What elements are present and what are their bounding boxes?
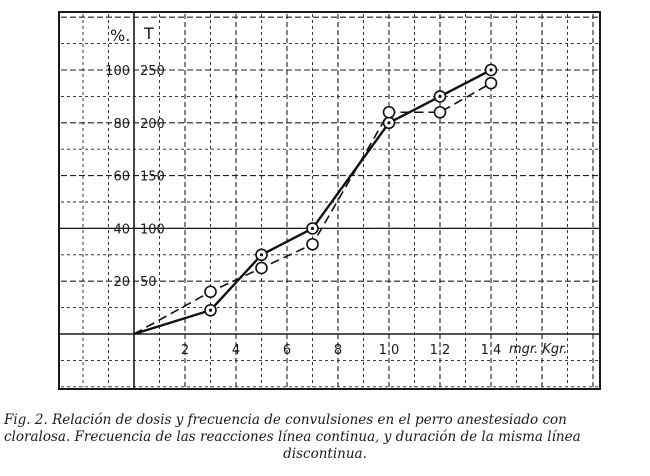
data-point-center xyxy=(311,227,314,230)
x-tick-label: 8 xyxy=(333,343,343,358)
right-tick-label: 200 xyxy=(140,116,165,132)
left-tick-label: 100 xyxy=(105,64,130,79)
right-tick-label: 100 xyxy=(140,222,165,238)
x-tick-label: 1 0 xyxy=(378,343,400,358)
data-point-center xyxy=(489,68,492,71)
data-point-center xyxy=(387,121,390,124)
x-unit-label: mgr. Kgr. xyxy=(509,342,568,357)
right-tick-label: 150 xyxy=(140,169,165,185)
tick-labels xyxy=(105,24,567,358)
data-point-dashed xyxy=(205,286,216,297)
left-axis-head: %. xyxy=(110,26,131,45)
data-point-dashed xyxy=(435,107,446,118)
left-tick-label: 40 xyxy=(113,222,130,238)
data-point-center xyxy=(438,95,441,98)
left-tick-label: 80 xyxy=(113,116,130,132)
caption-line-2: cloralosa. Frecuencia de las reacciones línea continua, y duración de la misma línea xyxy=(4,429,581,445)
series xyxy=(134,65,497,335)
data-point-dashed xyxy=(307,239,318,250)
left-tick-label: 20 xyxy=(113,275,130,291)
x-tick-label: 2 xyxy=(180,343,190,358)
left-tick-label: 60 xyxy=(113,169,130,185)
data-point-center xyxy=(260,253,263,256)
right-tick-label: 50 xyxy=(140,275,157,291)
x-tick-label: 1 4 xyxy=(480,343,502,358)
caption-line-3: discontinua. xyxy=(283,446,367,462)
figure-caption xyxy=(4,412,646,463)
right-tick-label: 250 xyxy=(140,64,165,79)
x-tick-label: 1 2 xyxy=(429,343,451,358)
data-point-center xyxy=(209,309,212,312)
data-point-dashed xyxy=(384,107,395,118)
data-point-dashed xyxy=(486,78,497,89)
data-point-dashed xyxy=(256,263,267,274)
x-tick-label: 4 xyxy=(231,343,241,358)
right-axis-head: T xyxy=(144,24,154,43)
caption-line-1: Fig. 2. Relación de dosis y frecuencia de convulsiones en el perro anestesiado con xyxy=(4,412,567,428)
x-tick-label: 6 xyxy=(282,343,292,358)
